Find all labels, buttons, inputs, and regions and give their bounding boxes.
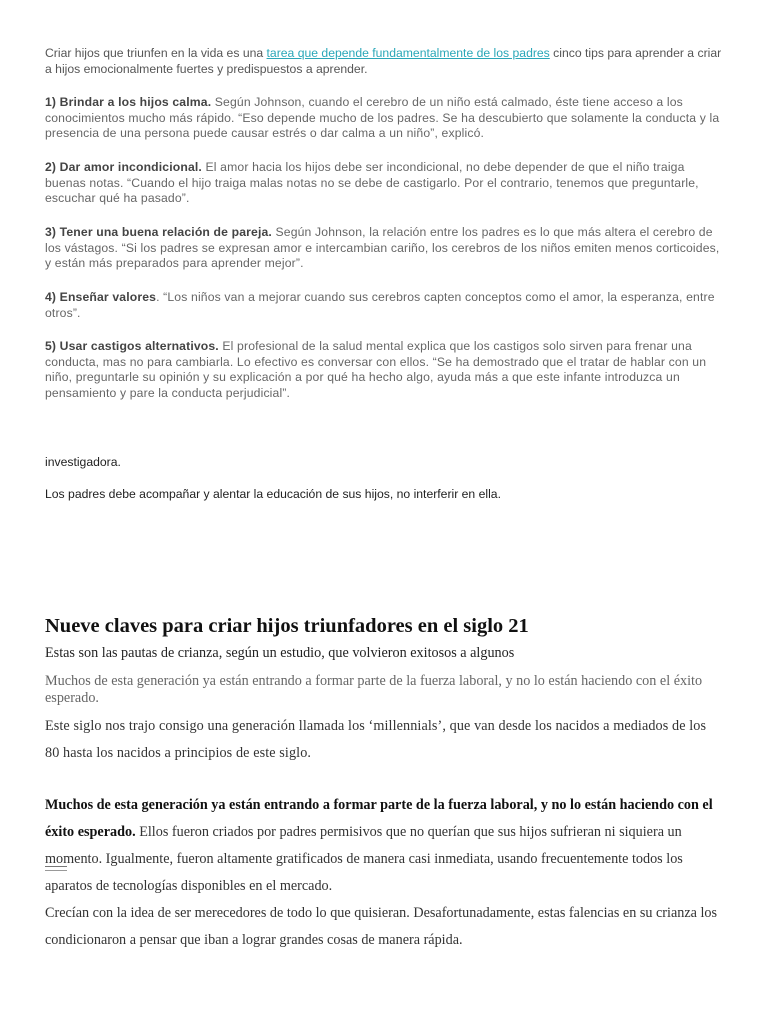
tip-1-body: Según Johnson, cuando el cerebro de un niño está calmado, éste tiene acceso a los conocimientos mucho más rápido. “Eso depende mucho de los padres. Se ha descubierto que solamente la conducta y la presencia de una persona puede causar estrés o dar calma a un niño”, explicó.	[45, 95, 720, 141]
intro-text-before: Criar hijos que triunfen en la vida es una	[45, 46, 267, 60]
tip-4-title: 4) Enseñar valores	[45, 290, 157, 304]
tip-2	[45, 160, 725, 207]
tip-3-title: 3) Tener una buena relación de pareja.	[45, 225, 272, 239]
tip-3-body: Según Johnson, la relación entre los padres es lo que más altera el cerebro de los vástagos. “Si los padres se expresan amor e intercambian cariño, los cerebros de los niños emiten menos corticoides, y están más preparados para aprender mejor”.	[45, 225, 720, 271]
tip-5-title: 5) Usar castigos alternativos.	[45, 339, 219, 353]
article-subhead: Estas son las pautas de crianza, según un estudio, que volvieron exitosos a algunos	[45, 645, 515, 661]
tip-4-body: . “Los niños van a mejorar cuando sus cerebros capten conceptos como el amor, la esperanza, entre otros”.	[45, 290, 715, 320]
tip-4	[45, 290, 725, 321]
article-paragraph-2-rest: Ellos fueron criados por padres permisivos que no querían que sus hijos sufrieran ni siquiera un momento. Igualmente, fueron altamente gratificados de manera casi inmediata, usando frecuentemente todos los aparatos de tecnologías disponibles en el mercado.	[45, 824, 683, 894]
parents-line: Los padres debe acompañar y alentar la educación de sus hijos, no interferir en ella.	[45, 487, 501, 501]
intro-text-after: cinco tips para aprender a criar a hijos emocionalmente fuertes y predispuestos a aprender.	[45, 46, 722, 76]
tip-5	[45, 339, 725, 401]
article-paragraph-3: Crecían con la idea de ser merecedores de todo lo que quisieran. Desafortunadamente, estas falencias en su crianza los condicionaron a pensar que iban a lograr grandes cosas de manera rápida.	[45, 905, 718, 948]
investigadora-line: investigadora.	[45, 455, 121, 469]
intro-paragraph	[45, 46, 725, 77]
tip-1	[45, 95, 725, 142]
intro-link[interactable]: tarea que depende fundamentalmente de los padres	[266, 46, 550, 60]
article-paragraph-1: Este siglo nos trajo consigo una generación llamada los ‘millennials’, que van desde los nacidos a mediados de los 80 hasta los nacidos a principios de este siglo.	[45, 718, 707, 761]
inline-ad-marker	[45, 866, 67, 871]
tip-1-title: 1) Brindar a los hijos calma.	[45, 95, 212, 109]
article-paragraph-2-bold: Muchos de esta generación ya están entrando a formar parte de la fuerza laboral, y no lo están haciendo con el éxito esperado.	[45, 797, 713, 840]
tip-2-body: El amor hacia los hijos debe ser incondicional, no debe depender de que el niño traiga buenas notas. “Cuando el hijo traiga malas notas no se debe de castigarlo. Por el contrario, tenemos que preguntarle, escuchar qué ha pasado”.	[45, 160, 699, 206]
tip-3	[45, 225, 725, 272]
article-lead: Muchos de esta generación ya están entrando a formar parte de la fuerza laboral, y no lo están haciendo con el éxito esperado.	[45, 673, 703, 706]
article-paragraph-2	[45, 792, 723, 900]
tip-2-title: 2) Dar amor incondicional.	[45, 160, 202, 174]
tip-5-body: El profesional de la salud mental explica que los castigos solo sirven para frenar una conducta, mas no para cambiarla. Lo efectivo es conversar con ellos. “Se ha demostrado que el tratar de hablar con un niño, preguntarle su opinión y su explicación a por qué ha hecho algo, ayuda más a que este infante introduzca un pensamiento y pare la conducta perjudicial”.	[45, 339, 707, 400]
article-headline: Nueve claves para criar hijos triunfadores en el siglo 21	[45, 615, 529, 637]
